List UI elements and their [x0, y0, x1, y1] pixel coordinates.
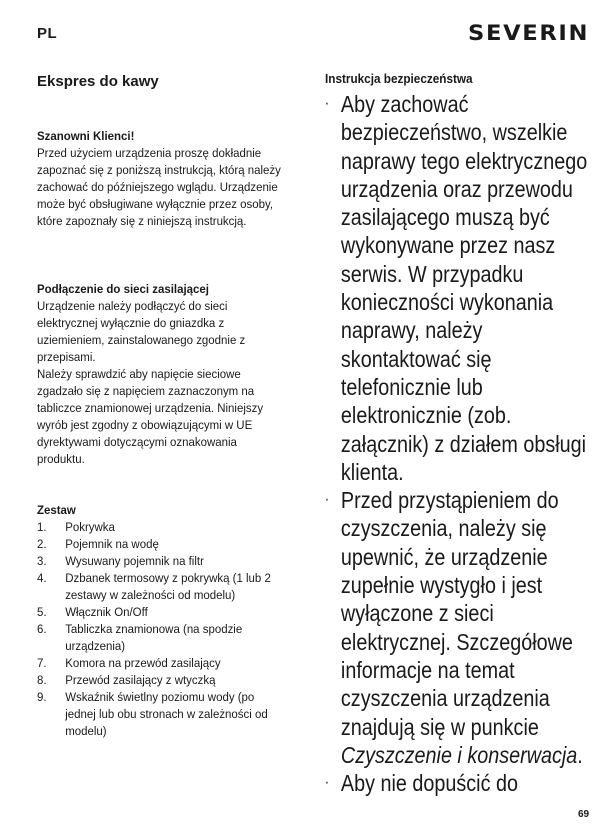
- language-code: PL: [37, 25, 58, 42]
- safety-item-text: Aby zachować bezpieczeństwo, wszelkie naprawy tego elektrycznego urządzenia oraz przewodu zasilającego muszą być wykonywane przez nasz serwis. W przypadku konieczności wykonania naprawy, należy skontaktować się telefonicznie lub elektronicznie (zob. załącznik) z działem obsługi klienta.: [340, 91, 588, 485]
- list-item-text: Pojemnik na wodę: [65, 537, 159, 551]
- list-item-number: 9.: [37, 690, 47, 704]
- list-item-number: 8.: [37, 673, 47, 687]
- safety-instructions: [322, 90, 597, 797]
- list-item-text: Tabliczka znamionowa (na spodzie urządzenia): [65, 622, 243, 653]
- list-item-text: Komora na przewód zasilający: [65, 656, 221, 670]
- safety-heading: Instrukcja bezpieczeństwa: [325, 72, 473, 86]
- page-title: Ekspres do kawy: [37, 73, 159, 90]
- intro-section: [37, 128, 283, 230]
- bullet-icon: ·: [324, 774, 330, 792]
- section-reference: Czyszczenie i konserwacja: [340, 741, 578, 768]
- list-item: [37, 519, 283, 536]
- parts-heading: Zestaw: [37, 503, 76, 517]
- list-item-number: 5.: [37, 605, 47, 619]
- list-item-text: Dzbanek termosowy z pokrywką (1 lub 2 zestawy w zależności od modelu): [65, 571, 271, 602]
- list-item-number: 7.: [37, 656, 47, 670]
- list-item-number: 2.: [37, 537, 47, 551]
- connection-text-2: Należy sprawdzić aby napięcie sieciowe zgadzało się z napięciem zaznaczonym na tabliczce znamionowej urządzenia. Niniejszy wyrób jest zgodny z obowiązującymi w UE dyrektywami dotyczącymi oznakowania produktu.: [37, 367, 264, 466]
- list-item: [37, 553, 283, 570]
- list-item-text: Wskaźnik świetlny poziomu wody (po jednej lub obu stronach w zależności od modelu): [65, 690, 268, 738]
- parts-section: [37, 502, 283, 740]
- list-item: [37, 536, 283, 553]
- list-item: [37, 655, 283, 672]
- safety-item: [322, 486, 597, 769]
- brand-logo: SEVERIN: [468, 21, 590, 45]
- list-item-number: 6.: [37, 622, 47, 636]
- list-item-text: Przewód zasilający z wtyczką: [65, 673, 216, 687]
- list-item: [37, 570, 283, 604]
- list-item: [37, 672, 283, 689]
- safety-item-text: Aby nie dopuścić do: [340, 770, 518, 797]
- page-number: 69: [578, 809, 590, 820]
- connection-section: [37, 281, 283, 468]
- list-item: [37, 689, 283, 740]
- connection-heading: Podłączenie do sieci zasilającej: [37, 282, 209, 296]
- list-item-text: Pokrywka: [65, 520, 115, 534]
- list-item: [37, 604, 283, 621]
- connection-text-1: Urządzenie należy podłączyć do sieci elektrycznej wyłącznie do gniazdka z uziemieniem, zainstalowanego zgodnie z przepisami.: [37, 299, 246, 364]
- intro-heading: Szanowni Klienci!: [37, 129, 135, 143]
- intro-text: Przed użyciem urządzenia proszę dokładnie zapoznać się z poniższą instrukcją, którą należy zachować do późniejszego wglądu. Urządzenie może być obsługiwane wyłącznie przez osoby, które zapoznały się z niniejszą instrukcją.: [37, 146, 281, 228]
- list-item-number: 4.: [37, 571, 47, 585]
- parts-list: [37, 519, 283, 740]
- bullet-icon: ·: [324, 95, 330, 112]
- list-item-text: Włącznik On/Off: [65, 605, 148, 619]
- list-item: [37, 621, 283, 655]
- safety-item-text: Przed przystąpieniem do czyszczenia, należy się upewnić, że urządzenie zupełnie wystygło i jest wyłączone z sieci elektrycznej. Szczegółowe informacje na temat czyszczenia urządzenia znajdują się w punkcie: [340, 487, 573, 740]
- safety-item: [322, 769, 597, 797]
- list-item-text: Wysuwany pojemnik na filtr: [65, 554, 204, 568]
- safety-item: [322, 90, 597, 486]
- list-item-number: 1.: [37, 520, 47, 534]
- bullet-icon: ·: [324, 491, 330, 509]
- list-item-number: 3.: [37, 554, 47, 568]
- safety-item-end: .: [577, 741, 583, 768]
